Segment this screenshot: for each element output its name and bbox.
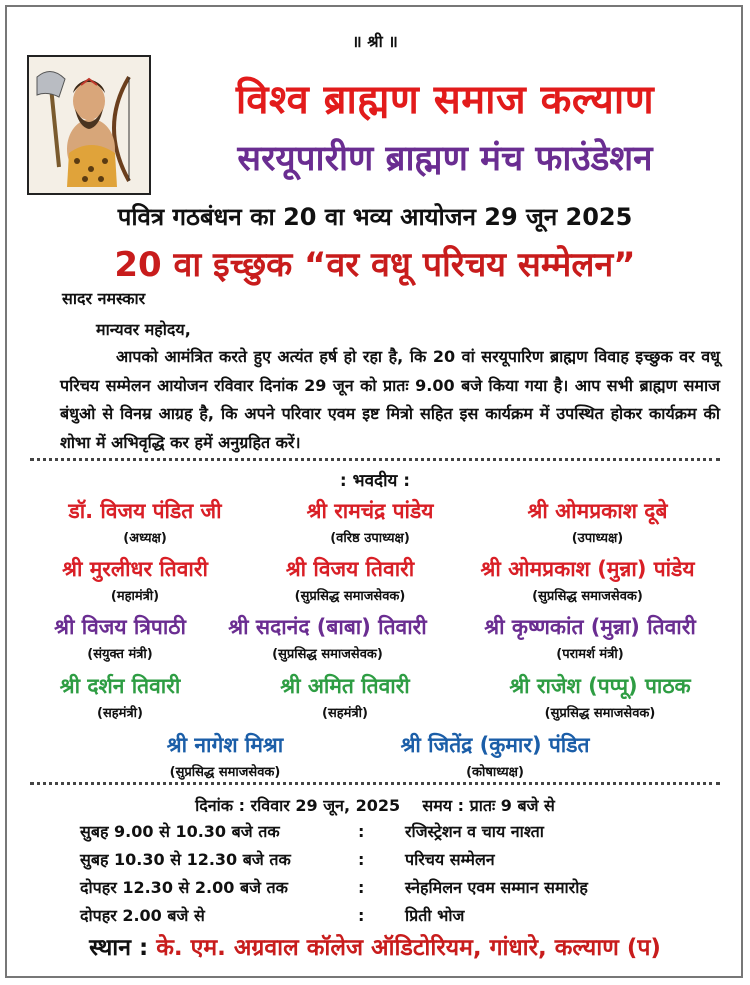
schedule-separator: : bbox=[358, 906, 365, 925]
signatory-role: (सुप्रसिद्ध समाजसेवक) bbox=[294, 589, 406, 604]
divider-top bbox=[30, 458, 720, 461]
invitation-body: आपको आमंत्रित करते हुए अत्यंत हर्ष हो रहा है, कि 20 वां सरयूपारिण ब्राह्मण विवाह इच्छुक वर वधू परिचय सम्मेलन आयोजन रविवार दिनांक 29 जून को प्रातः 9.00 बजे किया गया है। आप सभी ब्राह्मण समाज बंधुओ से विनम्र आग्रह है, कि अपने परिवार एवम इष्ट मित्रो सहित इस कार्यक्रम में उपस्थित होकर कार्यक्रम की शोभा में अभिवृद्धि कर हमें अनुग्रहित करें। bbox=[60, 347, 720, 452]
greeting: सादर नमस्कार bbox=[62, 289, 146, 308]
schedule-time: दोपहर 12.30 से 2.00 बजे तक bbox=[80, 878, 288, 897]
signatory-role: (सहमंत्री) bbox=[97, 706, 143, 721]
salutation: मान्यवर महोदय, bbox=[96, 320, 191, 339]
signatory-name: श्री ओमप्रकाश (मुन्ना) पांडेय bbox=[480, 557, 695, 581]
signatory-role: (उपाध्यक्ष) bbox=[571, 531, 624, 546]
signatory-name: डॉ. विजय पंडित जी bbox=[68, 499, 222, 523]
date-time-line: दिनांक : रविवार 29 जून, 2025 समय : प्रातः 9 बजे से bbox=[195, 796, 555, 815]
event-title: 20 वा इच्छुक “वर वधू परिचय सम्मेलन” bbox=[114, 245, 636, 285]
schedule-time: दोपहर 2.00 बजे से bbox=[80, 906, 205, 925]
venue-line bbox=[0, 930, 750, 962]
signatory-name: श्री राजेश (पप्पू) पाठक bbox=[509, 674, 691, 698]
signatory-role: (संयुक्त मंत्री) bbox=[87, 647, 153, 662]
schedule-separator: : bbox=[358, 850, 365, 869]
schedule-event: स्नेहमिलन एवम सम्मान समारोह bbox=[405, 878, 588, 897]
signatory-role: (सहमंत्री) bbox=[322, 706, 368, 721]
deity-portrait-image bbox=[27, 55, 151, 195]
signatories-heading: : भवदीय : bbox=[339, 471, 411, 491]
venue-text: के. एम. अग्रवाल कॉलेज ऑडिटोरियम, गांधारे, कल्याण (प) bbox=[156, 935, 661, 961]
signatory-role: (सुप्रसिद्ध समाजसेवक) bbox=[544, 706, 656, 721]
schedule-event: रजिस्ट्रेशन व चाय नाश्ता bbox=[405, 822, 544, 841]
signatory-role: (कोषाध्यक्ष) bbox=[466, 765, 524, 780]
signatory-name: श्री विजय तिवारी bbox=[285, 557, 415, 581]
signatory-name: श्री दर्शन तिवारी bbox=[59, 674, 181, 698]
divider-bottom bbox=[30, 782, 720, 785]
schedule-separator: : bbox=[358, 822, 365, 841]
signatory-name: श्री कृष्णकांत (मुन्ना) तिवारी bbox=[484, 615, 696, 639]
org-title: विश्व ब्राह्मण समाज कल्याण bbox=[235, 77, 655, 123]
schedule-time: सुबह 10.30 से 12.30 बजे तक bbox=[80, 850, 291, 869]
schedule-time: सुबह 9.00 से 10.30 बजे तक bbox=[80, 822, 280, 841]
schedule-row bbox=[80, 846, 700, 874]
signatory-role: (महामंत्री) bbox=[110, 589, 160, 604]
venue-label: स्थान : bbox=[89, 935, 149, 961]
signatory-role: (सुप्रसिद्ध समाजसेवक) bbox=[272, 647, 383, 662]
signatory-name: श्री नागेश मिश्रा bbox=[166, 733, 284, 757]
event-line: पवित्र गठबंधन का 20 वा भव्य आयोजन 29 जून 2025 bbox=[117, 203, 633, 231]
schedule-row bbox=[80, 818, 700, 846]
signatory-name: श्री विजय त्रिपाठी bbox=[54, 615, 186, 639]
org-subtitle: सरयूपारीण ब्राह्मण मंच फाउंडेशन bbox=[237, 139, 653, 179]
signatory-name: श्री मुरलीधर तिवारी bbox=[62, 557, 208, 581]
schedule-row bbox=[80, 902, 700, 930]
signatory-name: श्री ओमप्रकाश दूबे bbox=[527, 499, 668, 523]
schedule-separator: : bbox=[358, 878, 365, 897]
signatory-name: श्री जितेंद्र (कुमार) पंडित bbox=[400, 733, 590, 757]
signatory-role: (परामर्श मंत्री) bbox=[556, 647, 624, 662]
signatory-role: (वरिष्ठ उपाध्यक्ष) bbox=[330, 531, 410, 546]
signatory-name: श्री अमित तिवारी bbox=[280, 674, 410, 698]
schedule-event: प्रिती भोज bbox=[405, 906, 465, 925]
signatory-role: (अध्यक्ष) bbox=[123, 531, 167, 546]
schedule-event: परिचय सम्मेलन bbox=[405, 850, 495, 869]
signatory-role: (सुप्रसिद्ध समाजसेवक) bbox=[532, 589, 643, 604]
top-blessing: ॥ श्री ॥ bbox=[352, 32, 398, 51]
schedule-row bbox=[80, 874, 700, 902]
signatory-role: (सुप्रसिद्ध समाजसेवक) bbox=[169, 765, 281, 780]
signatory-name: श्री रामचंद्र पांडेय bbox=[306, 499, 434, 523]
signatory-name: श्री सदानंद (बाबा) तिवारी bbox=[228, 615, 427, 639]
schedule-table bbox=[80, 818, 700, 930]
